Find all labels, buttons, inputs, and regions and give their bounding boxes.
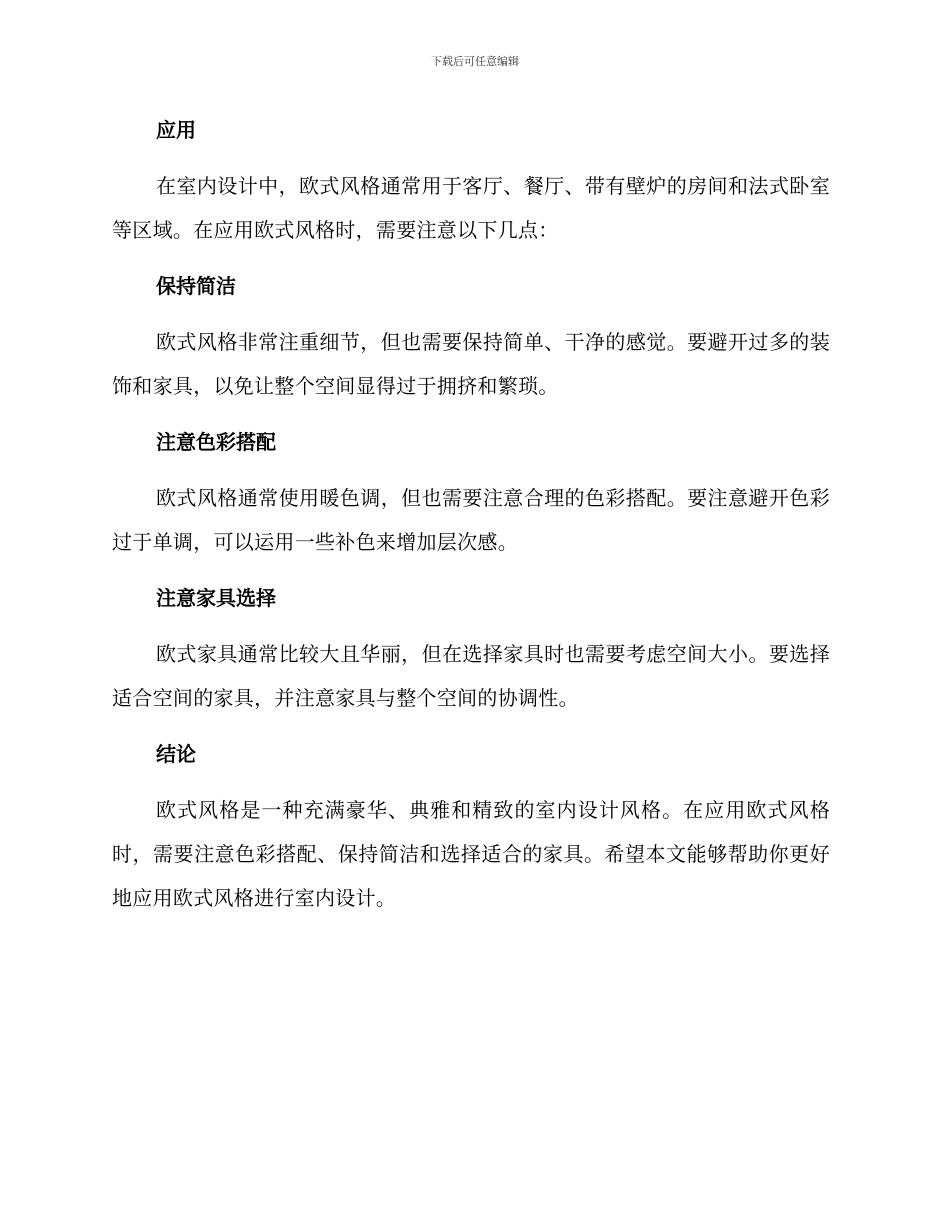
section-heading-application: 应用: [156, 118, 196, 142]
section-paragraph-furniture-selection: 欧式家具通常比较大且华丽，但在选择家具时也需要考虑空间大小。要选择适合空间的家具，并注意家具与整个空间的协调性。: [112, 642, 830, 710]
section-heading-furniture-selection: 注意家具选择: [156, 586, 276, 610]
section-paragraph-keep-simple: 欧式风格非常注重细节，但也需要保持简单、干净的感觉。要避开过多的装饰和家具，以免让整个空间显得过于拥挤和繁琐。: [112, 330, 830, 398]
section-paragraph-color-matching: 欧式风格通常使用暖色调，但也需要注意合理的色彩搭配。要注意避开色彩过于单调，可以运用一些补色来增加层次感。: [112, 486, 830, 554]
section-heading-conclusion: 结论: [156, 742, 196, 766]
document-body: [112, 112, 830, 920]
section-paragraph-application: 在室内设计中，欧式风格通常用于客厅、餐厅、带有壁炉的房间和法式卧室等区域。在应用欧式风格时，需要注意以下几点：: [112, 174, 830, 242]
section-heading-color-matching: 注意色彩搭配: [156, 430, 276, 454]
section-paragraph-conclusion: 欧式风格是一种充满豪华、典雅和精致的室内设计风格。在应用欧式风格时，需要注意色彩搭配、保持简洁和选择适合的家具。希望本文能够帮助你更好地应用欧式风格进行室内设计。: [112, 798, 830, 910]
section-heading-keep-simple: 保持简洁: [156, 274, 236, 298]
page-header: 下载后可任意编辑: [431, 55, 519, 68]
